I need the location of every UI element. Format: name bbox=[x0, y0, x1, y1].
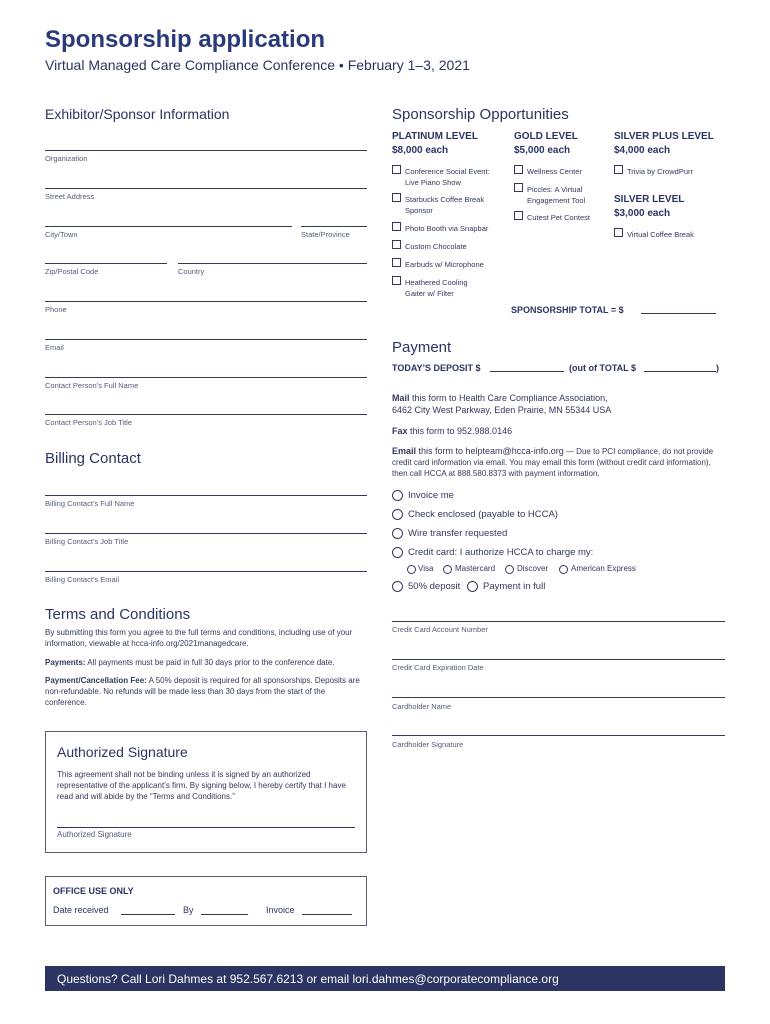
billing-email-field[interactable] bbox=[45, 571, 367, 572]
billing-heading: Billing Contact bbox=[45, 450, 141, 467]
cardholder-name-label: Cardholder Name bbox=[392, 702, 452, 711]
street-label: Street Address bbox=[45, 192, 95, 201]
state-field[interactable] bbox=[301, 226, 367, 227]
sponsorship-total-label: SPONSORSHIP TOTAL = $ bbox=[511, 305, 624, 315]
date-received-label: Date received bbox=[53, 905, 109, 915]
billing-name-label: Billing Contact’s Full Name bbox=[45, 499, 135, 508]
silver-plus-price: $4,000 each bbox=[614, 145, 671, 156]
gold-item-1: Wellness Center bbox=[527, 167, 582, 176]
deposit-label: TODAY’S DEPOSIT $ bbox=[392, 363, 481, 373]
platinum-item-4: Custom Chocolate bbox=[405, 242, 467, 251]
signature-body: This agreement shall not be binding unless it is signed by an authorized representative of the applicant’s firm. By signing below, I hereby certify that I have read and will abide by the “Terms and Conditions.” bbox=[57, 770, 346, 801]
silver-price: $3,000 each bbox=[614, 208, 671, 219]
mastercard-radio[interactable] bbox=[443, 565, 452, 574]
gold-item-2: Piccles: A Virtual Engagement Tool bbox=[527, 185, 586, 205]
invoice-field[interactable] bbox=[302, 914, 352, 915]
payment-full-radio[interactable] bbox=[467, 581, 478, 592]
platinum-price: $8,000 each bbox=[392, 145, 449, 156]
silver-item-1: Virtual Coffee Break bbox=[627, 230, 694, 239]
platinum-level-label: PLATINUM LEVEL bbox=[392, 131, 478, 142]
billing-name-field[interactable] bbox=[45, 495, 367, 496]
zip-field[interactable] bbox=[45, 263, 167, 264]
silver-checkbox-1[interactable] bbox=[614, 228, 623, 237]
silver-plus-level-label: SILVER PLUS LEVEL bbox=[614, 131, 714, 142]
payment-heading: Payment bbox=[392, 339, 452, 356]
sponsorship-total-field[interactable] bbox=[641, 313, 716, 314]
fax-bold: Fax bbox=[392, 426, 408, 436]
out-of-total-field[interactable] bbox=[644, 371, 716, 372]
visa-label: Visa bbox=[418, 564, 434, 573]
invoice-radio[interactable] bbox=[392, 490, 403, 501]
cardholder-signature-label: Cardholder Signature bbox=[392, 740, 464, 749]
card-expiration-field[interactable] bbox=[392, 659, 725, 660]
billing-title-field[interactable] bbox=[45, 533, 367, 534]
amex-label: American Express bbox=[571, 564, 636, 573]
by-field[interactable] bbox=[201, 914, 248, 915]
check-option: Check enclosed (payable to HCCA) bbox=[408, 509, 558, 520]
gold-item-3: Cutest Pet Contest bbox=[527, 213, 590, 222]
gold-checkbox-2[interactable] bbox=[514, 183, 523, 192]
footer-contact-text: Questions? Call Lori Dahmes at 952.567.6213 or email lori.dahmes@corporatecompliance.org bbox=[57, 972, 559, 986]
country-field[interactable] bbox=[178, 263, 367, 264]
phone-label: Phone bbox=[45, 305, 67, 314]
email-field[interactable] bbox=[45, 339, 367, 340]
platinum-checkbox-6[interactable] bbox=[392, 276, 401, 285]
page-title: Sponsorship application bbox=[45, 26, 326, 53]
deposit-50-radio[interactable] bbox=[392, 581, 403, 592]
platinum-checkbox-3[interactable] bbox=[392, 222, 401, 231]
platinum-item-5: Earbuds w/ Microphone bbox=[405, 260, 484, 269]
zip-label: Zip/Postal Code bbox=[45, 267, 99, 276]
amex-radio[interactable] bbox=[559, 565, 568, 574]
platinum-item-6: Heathered Cooling Gaiter w/ Filter bbox=[405, 278, 468, 298]
state-label: State/Province bbox=[301, 230, 350, 239]
invoice-option: Invoice me bbox=[408, 490, 454, 501]
contact-name-field[interactable] bbox=[45, 377, 367, 378]
platinum-item-3: Photo Booth via Snapbar bbox=[405, 224, 489, 233]
credit-card-option: Credit card: I authorize HCCA to charge my: bbox=[408, 547, 594, 558]
email-instructions bbox=[392, 446, 722, 479]
platinum-checkbox-4[interactable] bbox=[392, 240, 401, 249]
email-label: Email bbox=[45, 343, 64, 352]
deposit-50-label: 50% deposit bbox=[408, 581, 461, 592]
gold-checkbox-3[interactable] bbox=[514, 211, 523, 220]
date-received-field[interactable] bbox=[121, 914, 175, 915]
email-note: — Due to PCI compliance, do not provide credit card information via email. You may email this form (without credit card information), then call HCCA at 888.580.8373 with payment information. bbox=[392, 447, 714, 478]
city-field[interactable] bbox=[45, 226, 292, 227]
card-expiration-label: Credit Card Expiration Date bbox=[392, 663, 484, 672]
office-use-box bbox=[45, 876, 367, 926]
by-label: By bbox=[183, 905, 194, 915]
organization-field[interactable] bbox=[45, 150, 367, 151]
terms-heading: Terms and Conditions bbox=[45, 606, 191, 623]
platinum-checkbox-5[interactable] bbox=[392, 258, 401, 267]
out-of-total-close: ) bbox=[716, 363, 719, 373]
card-account-label: Credit Card Account Number bbox=[392, 625, 488, 634]
signature-box bbox=[45, 731, 367, 853]
country-label: Country bbox=[178, 267, 205, 276]
email-text: this form to helpteam@hcca-info.org bbox=[416, 446, 564, 456]
platinum-checkbox-1[interactable] bbox=[392, 165, 401, 174]
sponsorship-heading: Sponsorship Opportunities bbox=[392, 106, 569, 123]
signature-heading: Authorized Signature bbox=[57, 744, 188, 760]
terms-fee-bold: Payment/Cancellation Fee: bbox=[45, 676, 147, 685]
terms-paragraph-1: By submitting this form you agree to the full terms and conditions, including use of your information, viewable at hcca-info.org/2021managedcare. bbox=[45, 628, 353, 648]
fax-text: this form to 952.988.0146 bbox=[407, 426, 513, 436]
terms-payments-text: All payments must be paid in full 30 days prior to the conference date. bbox=[85, 658, 335, 667]
email-bold: Email bbox=[392, 446, 417, 456]
visa-radio[interactable] bbox=[407, 565, 416, 574]
out-of-total-label: (out of TOTAL $ bbox=[569, 363, 636, 373]
wire-radio[interactable] bbox=[392, 528, 403, 539]
exhibitor-heading: Exhibitor/Sponsor Information bbox=[45, 106, 230, 122]
mail-bold: Mail bbox=[392, 393, 410, 403]
street-field[interactable] bbox=[45, 188, 367, 189]
gold-price: $5,000 each bbox=[514, 145, 571, 156]
gold-level-label: GOLD LEVEL bbox=[514, 131, 578, 142]
gold-checkbox-1[interactable] bbox=[514, 165, 523, 174]
deposit-field[interactable] bbox=[490, 371, 564, 372]
silver-level-label: SILVER LEVEL bbox=[614, 194, 685, 205]
fax-instructions bbox=[392, 425, 722, 437]
cardholder-name-field[interactable] bbox=[392, 697, 725, 698]
phone-field[interactable] bbox=[45, 301, 367, 302]
terms-fee-text: A 50% deposit is required for all sponsorships. Deposits are non-refundable. No refunds will be made less than 30 days from the start of the conference. bbox=[45, 676, 360, 707]
mail-instructions bbox=[392, 392, 722, 416]
card-account-field[interactable] bbox=[392, 621, 725, 622]
organization-label: Organization bbox=[45, 154, 88, 163]
check-radio[interactable] bbox=[392, 509, 403, 520]
contact-title-field[interactable] bbox=[45, 414, 367, 415]
wire-option: Wire transfer requested bbox=[408, 528, 508, 539]
credit-card-radio[interactable] bbox=[392, 547, 403, 558]
cardholder-signature-field[interactable] bbox=[392, 735, 725, 736]
footer-bar bbox=[45, 966, 725, 991]
terms-paragraph-2 bbox=[45, 657, 367, 668]
platinum-item-1: Conference Social Event: Live Piano Show bbox=[405, 167, 490, 187]
terms-payments-bold: Payments: bbox=[45, 658, 86, 667]
platinum-checkbox-2[interactable] bbox=[392, 193, 401, 202]
mail-address: 6462 City West Parkway, Eden Prairie, MN 55344 USA bbox=[392, 405, 612, 415]
page-subtitle: Virtual Managed Care Compliance Conference • February 1–3, 2021 bbox=[45, 57, 470, 73]
authorized-signature-field[interactable] bbox=[57, 827, 355, 828]
mastercard-label: Mastercard bbox=[455, 564, 496, 573]
invoice-label: Invoice bbox=[266, 905, 295, 915]
silver-plus-item-1: Trivia by CrowdPurr bbox=[627, 167, 693, 176]
payment-full-label: Payment in full bbox=[483, 581, 546, 592]
contact-name-label: Contact Person’s Full Name bbox=[45, 381, 139, 390]
office-use-heading: OFFICE USE ONLY bbox=[53, 886, 134, 896]
billing-email-label: Billing Contact’s Email bbox=[45, 575, 120, 584]
platinum-item-2: Starbucks Coffee Break Sponsor bbox=[405, 195, 485, 215]
mail-text: this form to Health Care Compliance Association, bbox=[409, 393, 608, 403]
city-label: City/Town bbox=[45, 230, 78, 239]
terms-paragraph-3 bbox=[45, 675, 367, 708]
billing-title-label: Billing Contact’s Job Title bbox=[45, 537, 129, 546]
silver-plus-checkbox-1[interactable] bbox=[614, 165, 623, 174]
discover-radio[interactable] bbox=[505, 565, 514, 574]
discover-label: Discover bbox=[517, 564, 549, 573]
authorized-signature-label: Authorized Signature bbox=[57, 830, 132, 839]
contact-title-label: Contact Person’s Job Title bbox=[45, 418, 132, 427]
